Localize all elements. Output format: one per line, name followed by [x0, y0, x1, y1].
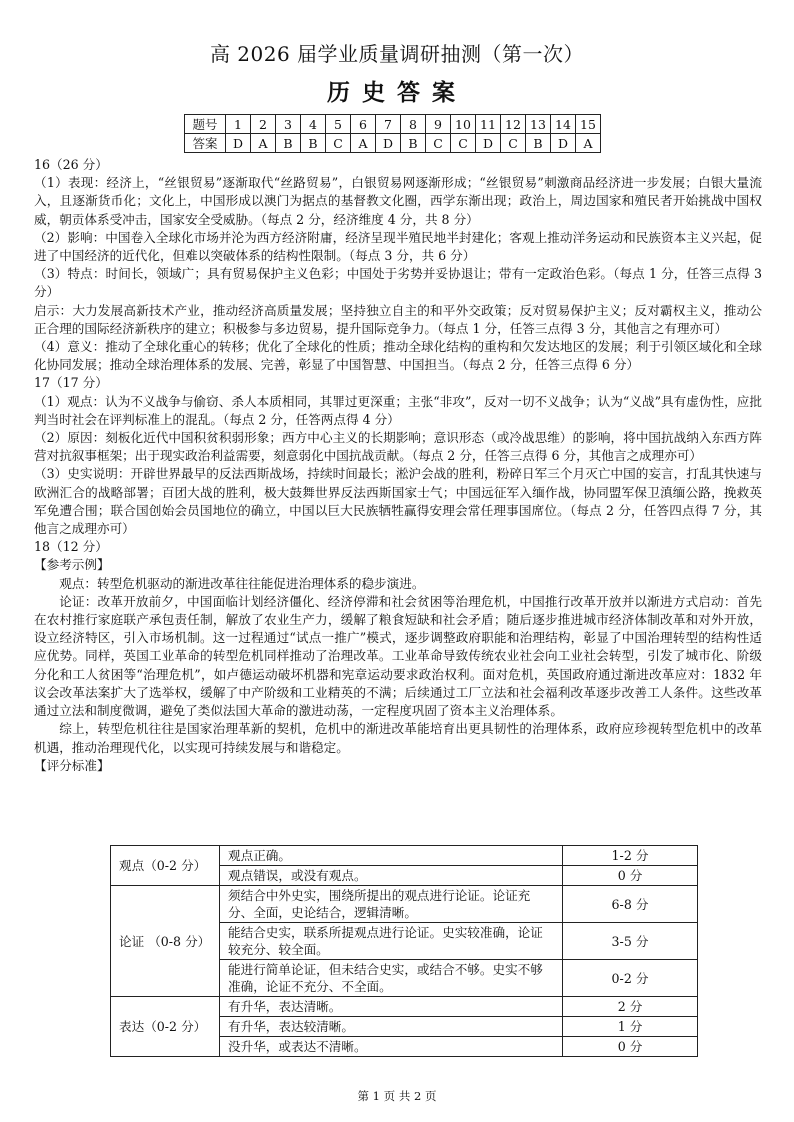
answer-cell: D: [226, 134, 251, 153]
answer-cell: D: [476, 134, 501, 153]
rubric-row: [111, 886, 698, 923]
answer-cell: D: [551, 134, 576, 153]
q16-part2: （2）影响：中国卷入全球化市场并沦为西方经济附庸，经济呈现半殖民地半封建化；客观上推动洋务运动和民族资本主义兴起，促进了中国经济的近代化，但难以突破体系的结构性限制。（每点 3 分，共 6 分）: [34, 229, 762, 264]
rubric-category: 表达（0-2 分）: [111, 997, 220, 1057]
answer-cell: D: [376, 134, 401, 153]
rubric-description: 能结合史实，联系所提观点进行论证。史实较准确，论证较充分、较全面。: [220, 923, 563, 960]
rubric-score: 0 分: [563, 1037, 698, 1057]
rubric-row: [111, 997, 698, 1017]
rubric-row: [111, 846, 698, 866]
q17-heading: 17（17 分）: [34, 375, 108, 391]
q18-conclusion: 综上，转型危机往往是国家治理革新的契机，危机中的渐进改革能培育出更具韧性的治理体系，政府应珍视转型危机中的改革机遇，推动治理现代化，以实现可持续发展与和谐稳定。: [34, 721, 762, 755]
q16-heading: 16（26 分）: [34, 157, 108, 172]
question-number: 6: [351, 115, 376, 134]
question-number: 14: [551, 115, 576, 134]
answer-cell: B: [526, 134, 551, 153]
row-label-question: 题号: [185, 115, 226, 134]
question-number: 12: [501, 115, 526, 134]
question-number: 4: [301, 115, 326, 134]
question-number: 9: [426, 115, 451, 134]
answer-content: [34, 156, 762, 775]
rubric-score: 0 分: [563, 866, 698, 886]
row-label-answer: 答案: [185, 134, 226, 153]
answer-cell: C: [426, 134, 451, 153]
rubric-score: 1-2 分: [563, 846, 698, 866]
answer-cell: A: [351, 134, 376, 153]
answer-cell: A: [576, 134, 601, 153]
q17-part3: （3）史实说明：开辟世界最早的反法西斯战场，持续时间最长；淞沪会战的胜利，粉碎日军三个月灭亡中国的妄言，打乱其快速与欧洲汇合的战略部署；百团大战的胜利，极大鼓舞世界反法西斯国家士气；中国远征军入缅作战，协同盟军保卫滇缅公路，挽救英军免遭合围；联合国创始会员国地位的确立，中国以巨大民族牺牲赢得安理会常任理事国席位。（每点 2 分，任答四点得 7 分，其他言之成理亦可）: [34, 466, 762, 537]
q16-part3: （3）特点：时间长，领域广；具有贸易保护主义色彩；中国处于劣势并妥协退让；带有一定政治色彩。（每点 1 分，任答三点得 3 分）: [34, 266, 762, 300]
scoring-rubric-table: [110, 845, 698, 1057]
question-number: 8: [401, 115, 426, 134]
rubric-score: 1 分: [563, 1017, 698, 1037]
rubric-description: 须结合中外史实，围绕所提出的观点进行论证。论证充分、全面，史论结合，逻辑清晰。: [220, 886, 563, 923]
rubric-description: 有升华，表达较清晰。: [220, 1017, 563, 1037]
answer-cell: C: [326, 134, 351, 153]
rubric-score: 3-5 分: [563, 923, 698, 960]
question-number: 10: [451, 115, 476, 134]
question-number: 2: [251, 115, 276, 134]
question-number: 1: [226, 115, 251, 134]
question-number: 13: [526, 115, 551, 134]
q17-part2: （2）原因：刻板化近代中国积贫积弱形象；西方中心主义的长期影响；意识形态（或冷战思维）的影响，将中国抗战纳入东西方阵营对抗叙事框架；出于现实政治利益需要，刻意弱化中国抗战贡献。（每点 2 分，任答三点得 6 分，其他言之成理亦可）: [34, 430, 762, 464]
answer-key-table: [184, 114, 601, 153]
rubric-description: 能进行简单论证，但未结合史实，或结合不够。史实不够准确，论证不充分、不全面。: [220, 960, 563, 997]
q18-heading: 18（12 分）: [34, 539, 108, 555]
question-number: 7: [376, 115, 401, 134]
answer-cell: C: [451, 134, 476, 153]
question-number: 3: [276, 115, 301, 134]
question-number: 15: [576, 115, 601, 134]
question-number: 11: [476, 115, 501, 134]
rubric-description: 观点错误，或没有观点。: [220, 866, 563, 886]
answer-cell: C: [501, 134, 526, 153]
document-subtitle: 历史答案: [327, 79, 467, 106]
q18-viewpoint: 观点：转型危机驱动的渐进改革往往能促进治理体系的稳步演进。: [59, 575, 425, 591]
q18-example-label: 【参考示例】: [34, 557, 110, 573]
q18-rubric-label: 【评分标准】: [34, 757, 110, 773]
exam-title: 高 2026 届学业质量调研抽测（第一次）: [209, 42, 585, 66]
answer-cell: B: [276, 134, 301, 153]
rubric-category: 论证 （0-8 分）: [111, 886, 220, 997]
page-number: 第 1 页 共 2 页: [357, 1089, 437, 1103]
rubric-score: 0-2 分: [563, 960, 698, 997]
q18-argument: 论证：改革开放前夕，中国面临计划经济僵化、经济停滞和社会贫困等治理危机，中国推行改革开放并以渐进方式启动：首先在农村推行家庭联产承包责任制，解放了农业生产力，缓解了粮食短缺和社会矛盾；随后逐步推进城市经济体制改革和对外开放，设立经济特区，引入市场机制。这一过程通过“试点一推广”模式，逐步调整政府职能和治理结构，彰显了中国治理转型的结构性适应优势。同样，英国工业革命的转型危机同样推动了治理改革。工业革命导致传统农业社会向工业社会转型，引发了城市化、阶级分化和工人贫困等“治理危机”，如卢德运动破坏机器和宪章运动要求政治权利。面对危机，英国政府通过渐进改革应对：1832 年议会改革法案扩大了选举权，缓解了中产阶级和工业精英的不满；后续通过工厂立法和社会福利改革逐步改善工人条件。这些改革通过立法和制度微调，避免了类似法国大革命的激进动荡，一定程度巩固了资本主义治理体系。: [34, 593, 762, 719]
answer-cell: B: [401, 134, 426, 153]
rubric-score: 2 分: [563, 997, 698, 1017]
rubric-description: 观点正确。: [220, 846, 563, 866]
question-number: 5: [326, 115, 351, 134]
q16-part1: （1）表现：经济上，“丝银贸易”逐渐取代“丝路贸易”，白银贸易网逐渐形成；“丝银贸易”刺激商品经济进一步发展；白银大量流入，且逐渐货币化；文化上，中国形成以澳门为据点的基督教文化圈，西学东渐出现；政治上，周边国家和殖民者开始挑战中国权威，朝贡体系受冲击，国家安全受威胁。（每点 2 分，经济维度 4 分，共 8 分）: [34, 175, 762, 227]
answer-key-number-row: [185, 115, 601, 134]
q16-enlightenment: 启示：大力发展高新技术产业，推动经济高质量发展；坚持独立自主的和平外交政策；反对贸易保护主义；反对霸权主义，推动公正合理的国际经济新秩序的建立；积极参与多边贸易，提升国际竞争力。（每点 1 分，任答三点得 3 分，其他言之有理亦可）: [34, 302, 762, 336]
answer-key-answer-row: [185, 134, 601, 153]
rubric-description: 有升华，表达清晰。: [220, 997, 563, 1017]
rubric-category: 观点（0-2 分）: [111, 846, 220, 886]
answer-cell: B: [301, 134, 326, 153]
answer-cell: A: [251, 134, 276, 153]
q16-part4: （4）意义：推动了全球化重心的转移；优化了全球化的性质；推动全球化结构的重构和欠发达地区的发展；利于引领区域化和全球化协同发展；推动全球治理体系的发展、完善，彰显了中国智慧、中国担当。（每点 2 分，任答三点得 6 分）: [34, 339, 762, 373]
q17-part1: （1）观点：认为不义战争与偷窃、杀人本质相同，其罪过更深重；主张“非攻”，反对一切不义战争；认为“义战”具有虚伪性，应批判当时社会在评判标准上的混乱。（每点 2 分，任答两点得 4 分）: [34, 393, 762, 427]
rubric-score: 6-8 分: [563, 886, 698, 923]
rubric-description: 没升华，或表达不清晰。: [220, 1037, 563, 1057]
